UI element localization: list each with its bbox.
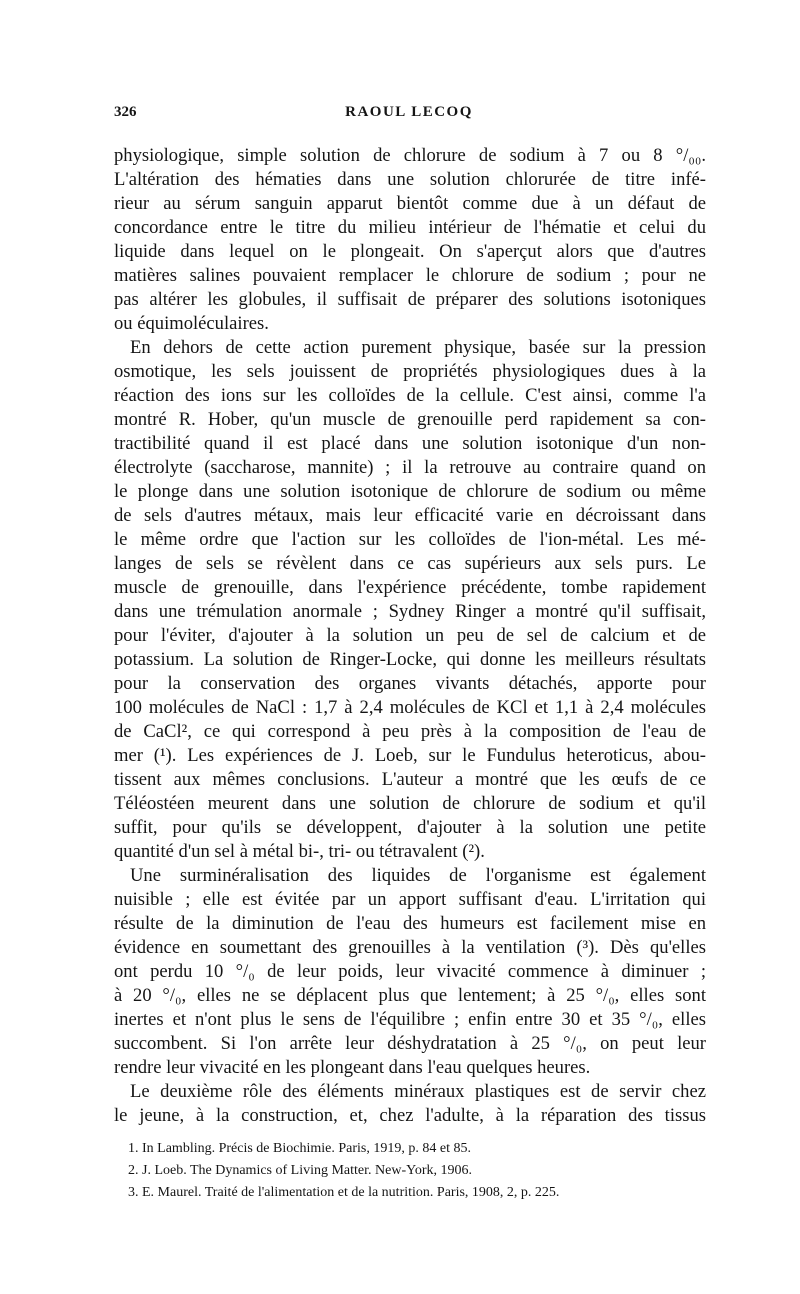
text-line: montré R. Hober, qu'un muscle de grenouille perd rapidement sa con-: [114, 409, 706, 430]
text-line: osmotique, les sels jouissent de propriétés physiologiques dues à la: [114, 361, 706, 382]
text-line: potassium. La solution de Ringer-Locke, qui donne les meilleurs résultats: [114, 649, 706, 670]
text-line: mer (¹). Les expériences de J. Loeb, sur le Fundulus heteroticus, abou-: [114, 745, 706, 766]
text-line: quantité d'un sel à métal bi-, tri- ou tétravalent (²).: [114, 841, 485, 862]
text-line: Le deuxième rôle des éléments minéraux plastiques est de servir chez: [130, 1081, 706, 1102]
page-number: 326: [114, 104, 137, 120]
footnote: 3. E. Maurel. Traité de l'alimentation et de la nutrition. Paris, 1908, 2, p. 225.: [128, 1185, 560, 1200]
text-line: rendre leur vivacité en les plongeant dans l'eau quelques heures.: [114, 1057, 591, 1078]
text-line: concordance entre le titre du milieu intérieur de l'hématie et celui du: [114, 217, 706, 238]
text-line: à 20 °/₀, elles ne se déplacent plus que lentement; à 25 °/₀, elles sont: [114, 985, 706, 1006]
text-line: rieur au sérum sanguin apparut bientôt comme due à un défaut de: [114, 193, 706, 214]
text-line: langes de sels se révèlent dans ce cas supérieurs aux sels purs. Le: [114, 553, 706, 574]
text-line: dans une trémulation anormale ; Sydney Ringer a montré qu'il suffisait,: [114, 601, 706, 622]
text-line: suffit, pour qu'ils se développent, d'ajouter à la solution une petite: [114, 817, 706, 838]
text-line: liquide dans lequel on le plongeait. On s'aperçut alors que d'autres: [114, 241, 706, 262]
text-line: évidence en soumettant des grenouilles à la ventilation (³). Dès qu'elles: [114, 937, 706, 958]
running-title: RAOUL LECOQ: [345, 104, 473, 120]
footnote: 1. In Lambling. Précis de Biochimie. Paris, 1919, p. 84 et 85.: [128, 1141, 471, 1156]
text-line: le jeune, à la construction, et, chez l'adulte, à la réparation des tissus: [114, 1105, 706, 1126]
text-line: physiologique, simple solution de chlorure de sodium à 7 ou 8 °/₀₀.: [114, 145, 706, 166]
text-line: ont perdu 10 °/₀ de leur poids, leur vivacité commence à diminuer ;: [114, 961, 706, 982]
text-line: En dehors de cette action purement physique, basée sur la pression: [130, 337, 706, 358]
text-line: tractibilité quand il est placé dans une solution isotonique d'un non-: [114, 433, 706, 454]
text-line: L'altération des hématies dans une solution chlorurée de titre infé-: [114, 169, 706, 190]
text-line: réaction des ions sur les colloïdes de la cellule. C'est ainsi, comme l'a: [114, 385, 706, 406]
text-line: pour la conservation des organes vivants détachés, apporte pour: [114, 673, 706, 694]
text-line: succombent. Si l'on arrête leur déshydratation à 25 °/₀, on peut leur: [114, 1033, 706, 1054]
text-line: ou équimoléculaires.: [114, 313, 269, 334]
text-line: nuisible ; elle est évitée par un apport suffisant d'eau. L'irritation qui: [114, 889, 706, 910]
text-line: matières salines pouvaient remplacer le chlorure de sodium ; pour ne: [114, 265, 706, 286]
text-line: de CaCl², ce qui correspond à peu près à la composition de l'eau de: [114, 721, 706, 742]
footnote: 2. J. Loeb. The Dynamics of Living Matter. New-York, 1906.: [128, 1163, 472, 1178]
text-line: Une surminéralisation des liquides de l'organisme est également: [130, 865, 706, 886]
text-line: tissent aux mêmes conclusions. L'auteur a montré que les œufs de ce: [114, 769, 706, 790]
text-line: de sels d'autres métaux, mais leur efficacité varie en décroissant dans: [114, 505, 706, 526]
text-line: électrolyte (saccharose, mannite) ; il la retrouve au contraire quand on: [114, 457, 706, 478]
text-line: pour l'éviter, d'ajouter à la solution un peu de sel de calcium et de: [114, 625, 706, 646]
text-line: Téléostéen meurent dans une solution de chlorure de sodium et qu'il: [114, 793, 706, 814]
text-line: résulte de la diminution de l'eau des humeurs est facilement mise en: [114, 913, 706, 934]
text-line: pas altérer les globules, il suffisait de préparer des solutions isotoniques: [114, 289, 706, 310]
running-header: [114, 104, 704, 130]
text-line: le plonge dans une solution isotonique de chlorure de sodium ou même: [114, 481, 706, 502]
text-line: inertes et n'ont plus le sens de l'équilibre ; enfin entre 30 et 35 °/₀, elles: [114, 1009, 706, 1030]
text-line: le même ordre que l'action sur les colloïdes de l'ion-métal. Les mé-: [114, 529, 706, 550]
text-line: 100 molécules de NaCl : 1,7 à 2,4 molécules de KCl et 1,1 à 2,4 molécules: [114, 697, 706, 718]
text-line: muscle de grenouille, dans l'expérience précédente, tombe rapidement: [114, 577, 706, 598]
